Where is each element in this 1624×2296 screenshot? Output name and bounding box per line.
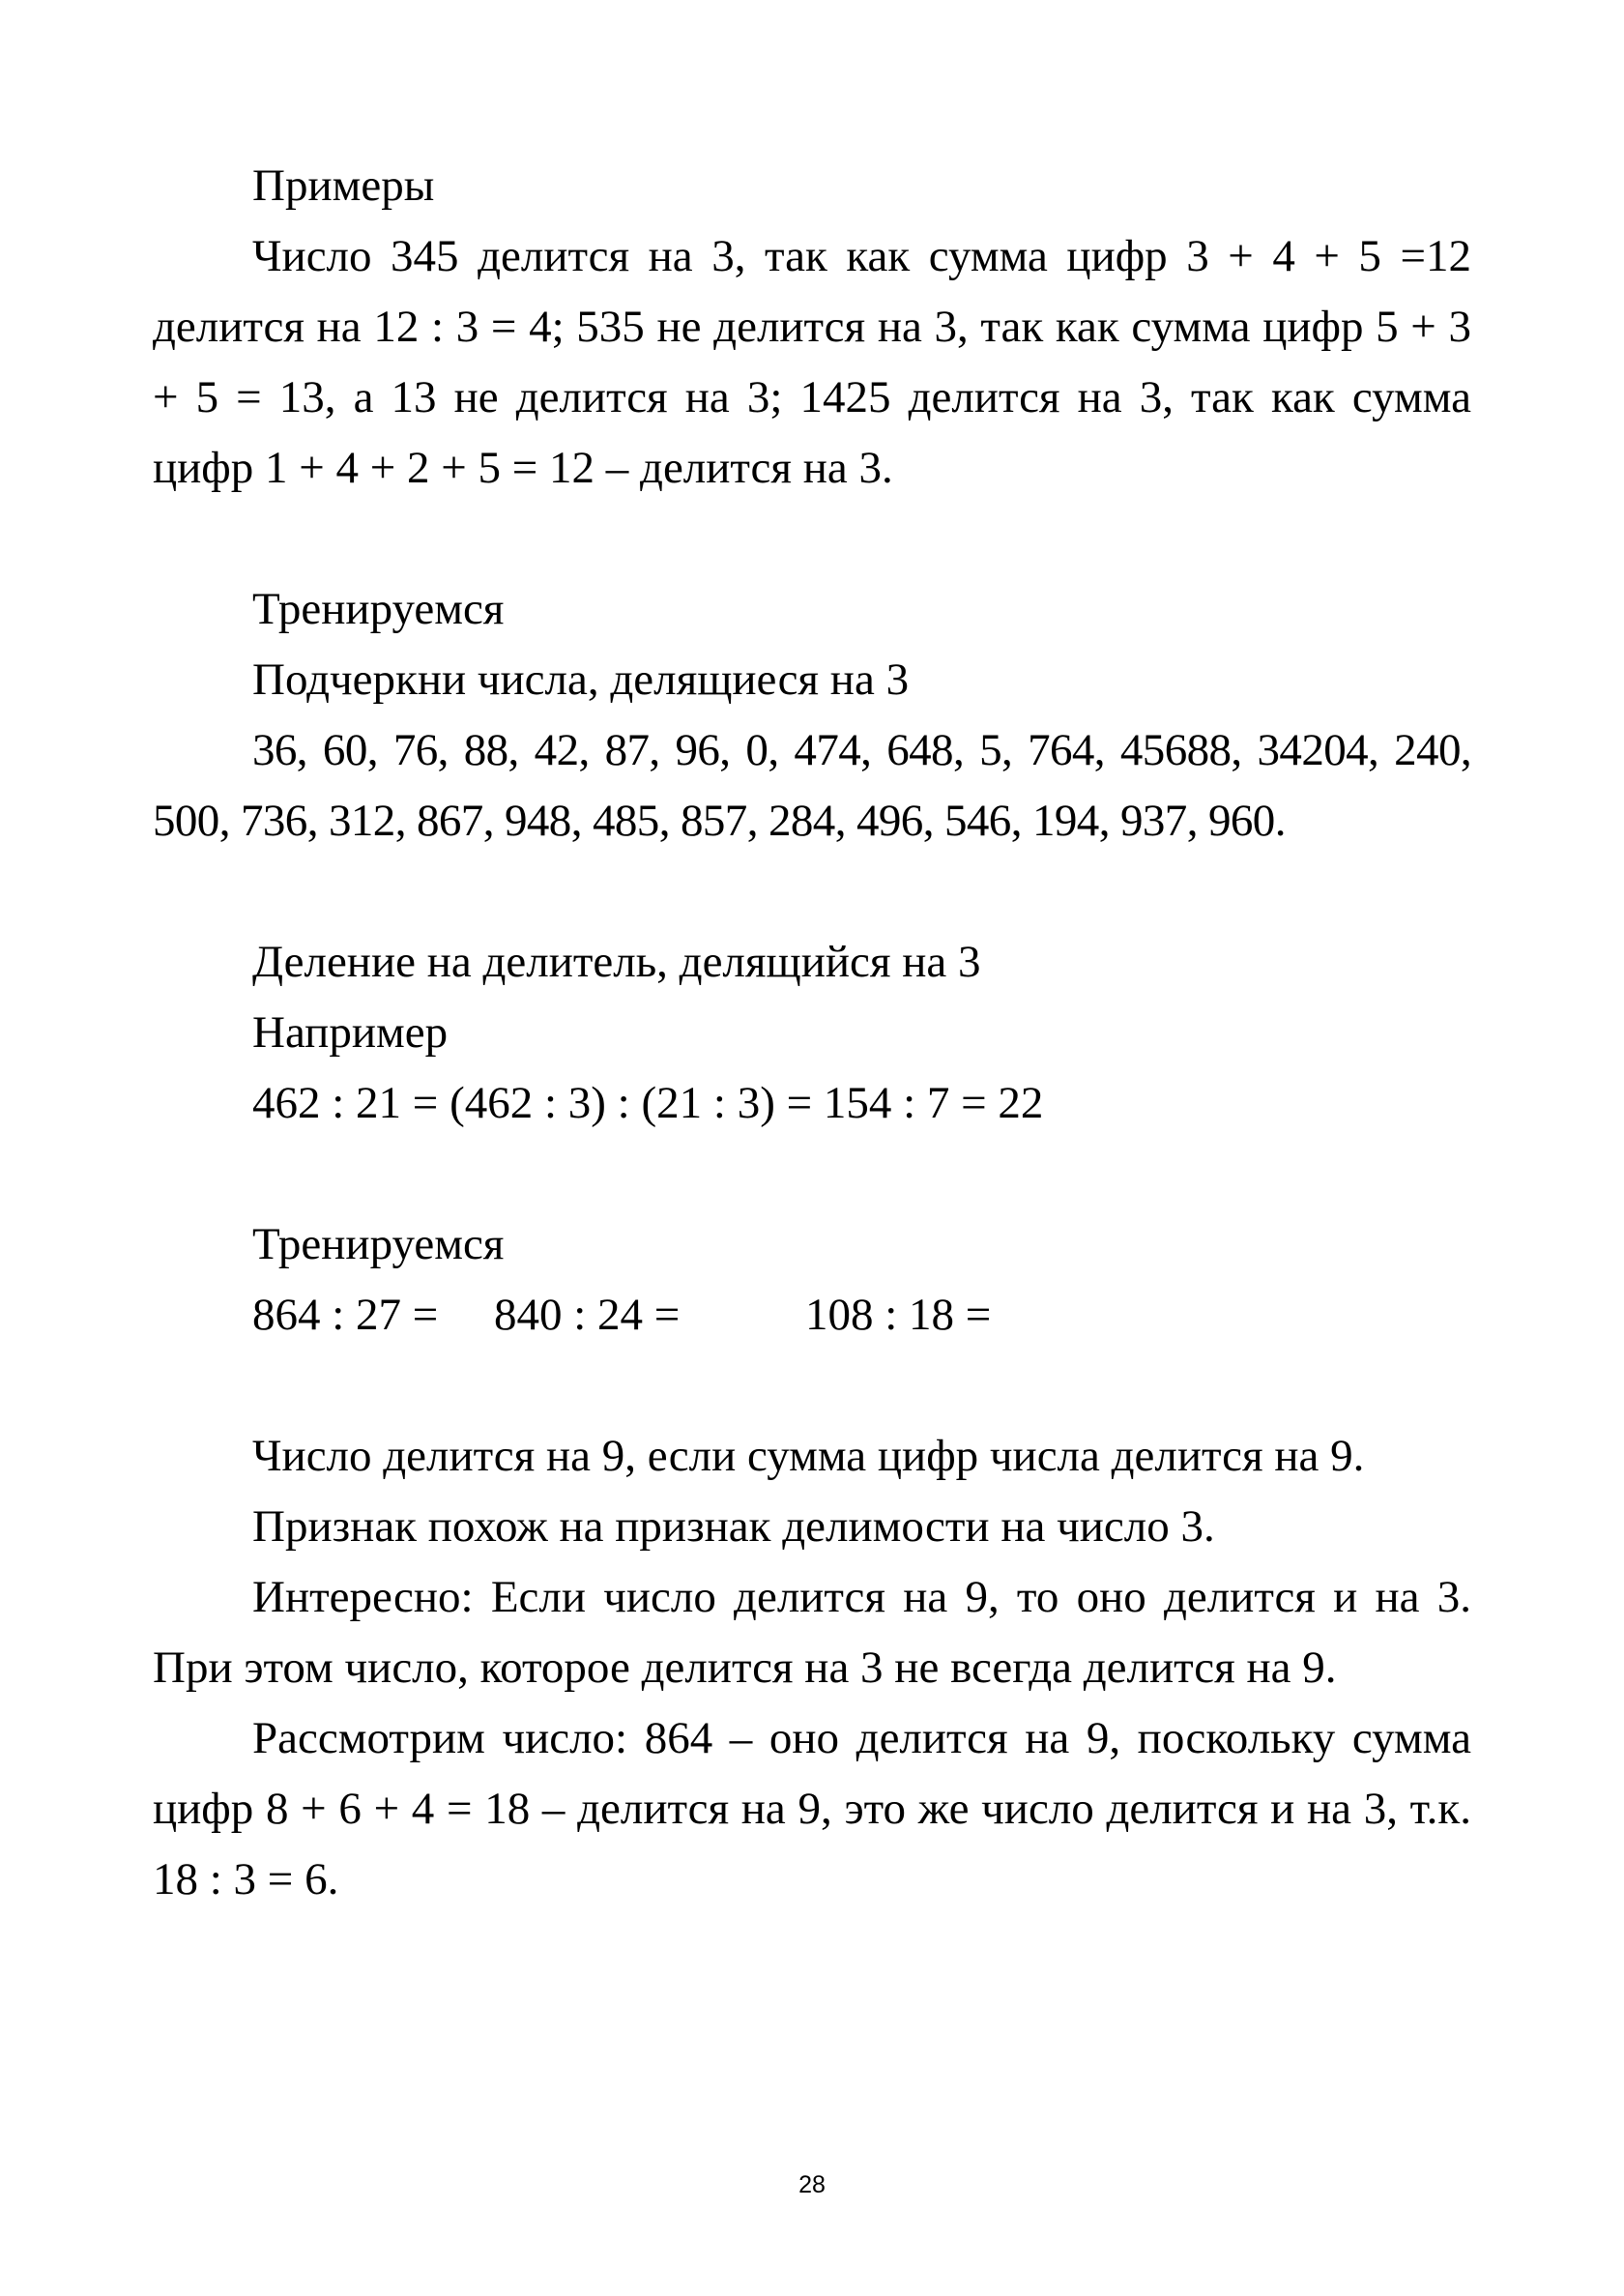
page-number: 28 bbox=[798, 2171, 826, 2198]
training-heading-2: Тренируемся bbox=[252, 1219, 505, 1269]
exercise-row bbox=[153, 1280, 1471, 1351]
consider-paragraph: Рассмотрим число: 864 – оно делится на 9, поскольку сумма цифр 8 + 6 + 4 = 18 – делится на 9, это же число делится и на 3, т.к. 18 : 3 = 6. bbox=[153, 1713, 1471, 1904]
example-label: Например bbox=[252, 1007, 449, 1058]
exercise-1: 864 : 27 = bbox=[252, 1290, 439, 1340]
interesting-paragraph: Интересно: Если число делится на 9, то оно делится и на 3. При этом число, которое делится на 3 не всегда делится на 9. bbox=[153, 1572, 1471, 1693]
exercise-2: 840 : 24 = bbox=[494, 1290, 681, 1340]
training-task: Подчеркни числа, делящиеся на 3 bbox=[252, 654, 910, 705]
number-list: 36, 60, 76, 88, 42, 87, 96, 0, 474, 648, 5, 764, 45688, 34204, 240, 500, 736, 312, 867, 948, 485, 857, 284, 496, 546, 194, 937, 960. bbox=[153, 725, 1471, 846]
exercise-3: 108 : 18 = bbox=[805, 1290, 992, 1340]
training-heading: Тренируемся bbox=[252, 584, 505, 634]
spacer bbox=[153, 857, 1471, 927]
examples-paragraph: Число 345 делится на 3, так как сумма цифр 3 + 4 + 5 =12 делится на 12 : 3 = 4; 535 не делится на 3, так как сумма цифр 5 + 3 + 5 = 13, а 13 не делится на 3; 1425 делится на 3, так как сумма цифр 1 + 4 + 2 + 5 = 12 – делится на 3. bbox=[153, 231, 1471, 493]
rule-note: Признак похож на признак делимости на число 3. bbox=[252, 1501, 1215, 1552]
division-example: 462 : 21 = (462 : 3) : (21 : 3) = 154 : 7 = 22 bbox=[252, 1078, 1044, 1128]
division-heading: Деление на делитель, делящийся на 3 bbox=[252, 937, 981, 987]
spacer bbox=[153, 1351, 1471, 1421]
page-content bbox=[153, 151, 1471, 1915]
examples-heading: Примеры bbox=[252, 160, 435, 211]
spacer bbox=[153, 504, 1471, 574]
divisibility-rule: Число делится на 9, если сумма цифр числа делится на 9. bbox=[252, 1431, 1365, 1481]
spacer bbox=[153, 1139, 1471, 1209]
